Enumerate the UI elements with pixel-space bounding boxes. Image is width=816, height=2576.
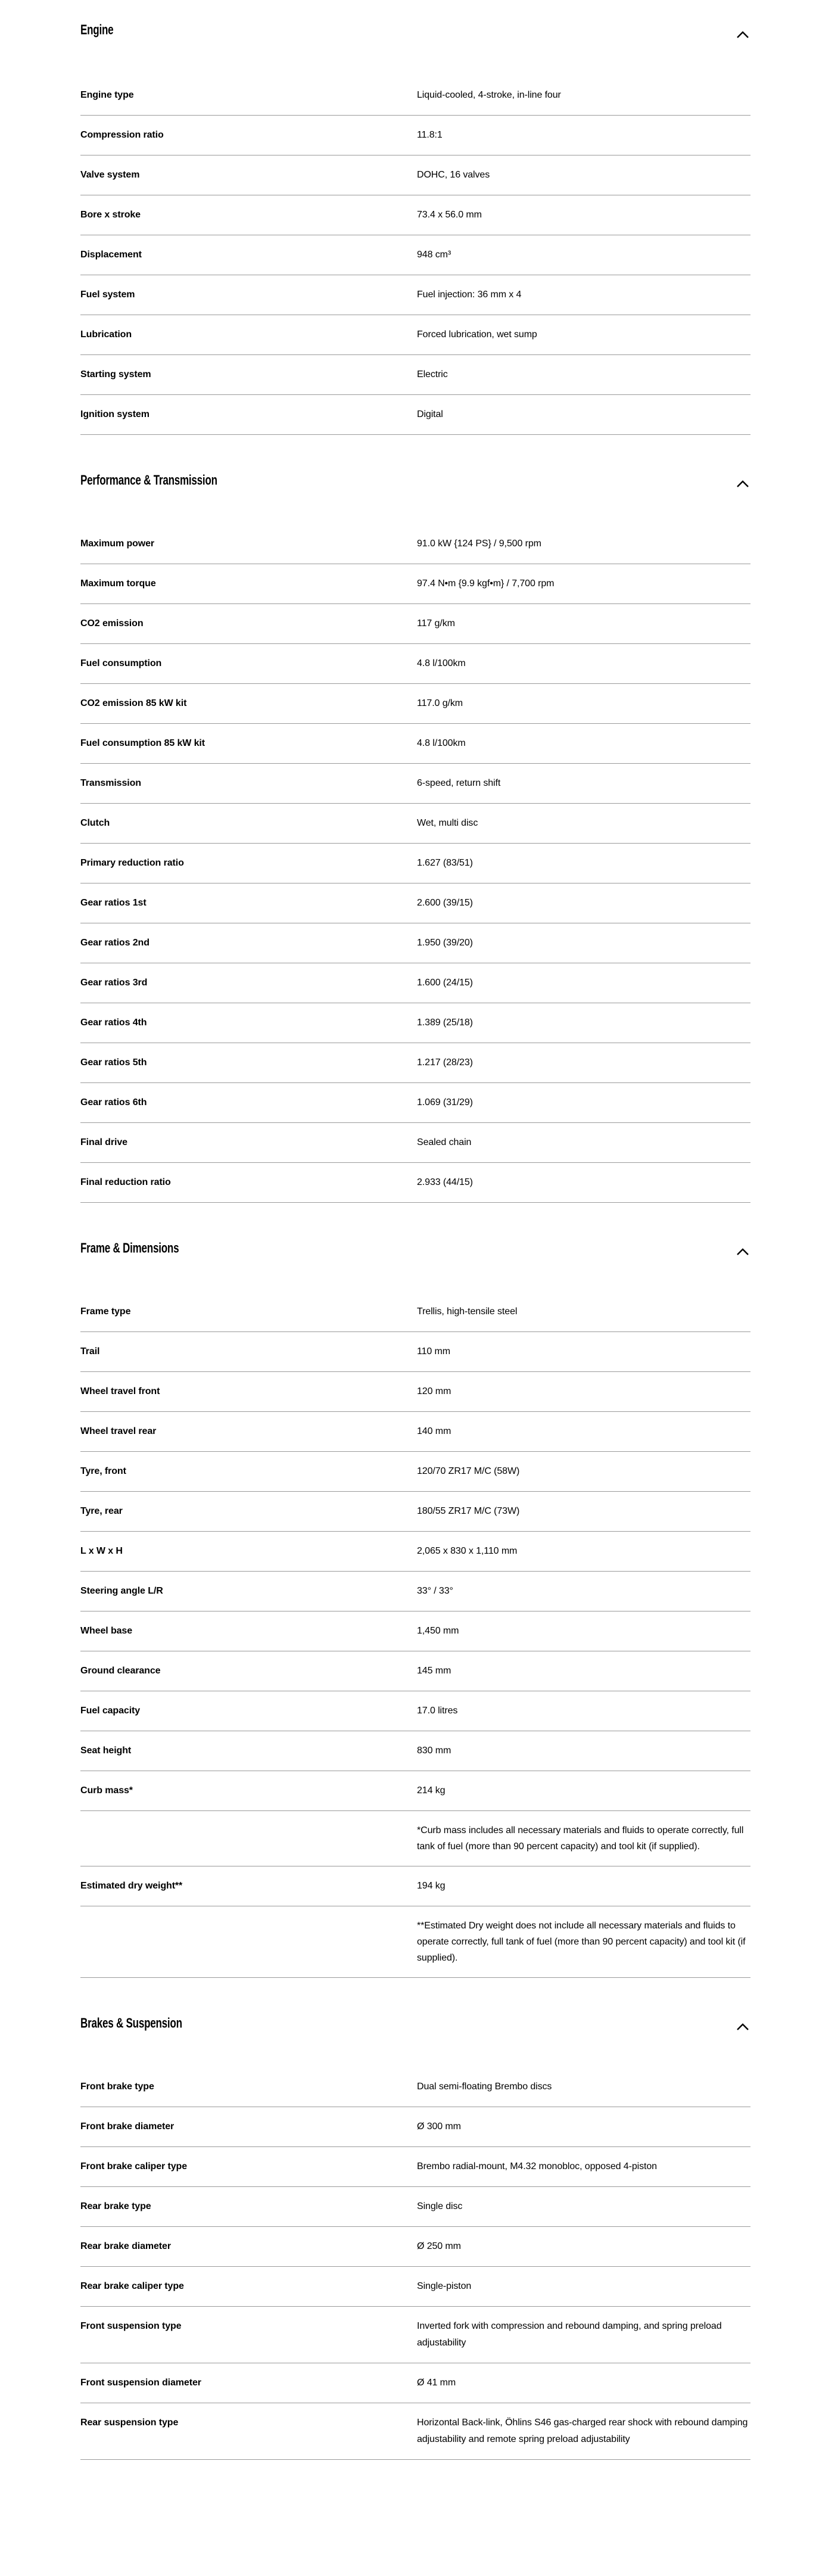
spec-row <box>80 76 750 116</box>
spec-label: Front brake type <box>80 2082 154 2092</box>
spec-row <box>80 355 750 395</box>
spec-label: Gear ratios 2nd <box>80 938 150 948</box>
footnote-row <box>80 1906 750 1978</box>
spec-row <box>80 195 750 235</box>
section-toggle-frame-dimensions[interactable] <box>80 1203 750 1292</box>
spec-label: Rear suspension type <box>80 2418 179 2428</box>
spec-value: 11.8:1 <box>417 130 443 140</box>
spec-label: Front suspension type <box>80 2321 182 2331</box>
spec-section-engine <box>80 0 750 435</box>
spec-row <box>80 275 750 315</box>
spec-row <box>80 2307 750 2363</box>
spec-row <box>80 2227 750 2267</box>
spec-label: Gear ratios 1st <box>80 898 147 908</box>
spec-row <box>80 2363 750 2403</box>
spec-label: Front brake caliper type <box>80 2161 187 2171</box>
spec-row <box>80 235 750 275</box>
spec-label: Maximum torque <box>80 578 156 589</box>
spec-value: 194 kg <box>417 1881 446 1891</box>
spec-row <box>80 1043 750 1083</box>
spec-row <box>80 1083 750 1123</box>
specifications-list <box>80 0 750 2460</box>
spec-label: Gear ratios 4th <box>80 1018 147 1028</box>
spec-label: Wheel travel rear <box>80 1426 157 1436</box>
spec-label: Rear brake type <box>80 2201 151 2211</box>
spec-label: Rear brake diameter <box>80 2241 171 2251</box>
spec-value: 1.217 (28/23) <box>417 1057 473 1068</box>
spec-value: 110 mm <box>417 1346 451 1357</box>
section-title: Performance & Transmission <box>80 472 217 488</box>
spec-row <box>80 1572 750 1611</box>
spec-row <box>80 1866 750 1906</box>
spec-row <box>80 1003 750 1043</box>
spec-label: Final drive <box>80 1137 127 1147</box>
spec-row <box>80 1532 750 1572</box>
spec-value: 214 kg <box>417 1785 446 1796</box>
spec-value: 117.0 g/km <box>417 698 463 708</box>
spec-value: Wet, multi disc <box>417 818 478 828</box>
spec-rows <box>80 76 750 435</box>
spec-label: Front suspension diameter <box>80 2378 201 2388</box>
spec-value: Dual semi-floating Brembo discs <box>417 2082 552 2092</box>
spec-label: Final reduction ratio <box>80 1177 171 1187</box>
spec-label: Fuel capacity <box>80 1706 141 1716</box>
spec-row <box>80 1372 750 1412</box>
section-toggle-performance-transmission[interactable] <box>80 435 750 524</box>
spec-label: Engine type <box>80 90 134 100</box>
section-toggle-brakes-suspension[interactable] <box>80 1978 750 2067</box>
spec-row <box>80 564 750 604</box>
spec-row <box>80 724 750 764</box>
spec-value: 2,065 x 830 x 1,110 mm <box>417 1546 518 1556</box>
spec-section-brakes-suspension <box>80 1978 750 2460</box>
spec-label: Starting system <box>80 369 151 379</box>
spec-value: 1,450 mm <box>417 1626 459 1636</box>
spec-label: Fuel consumption 85 kW kit <box>80 738 205 748</box>
spec-rows <box>80 2067 750 2460</box>
spec-row <box>80 1611 750 1651</box>
spec-value: 1.950 (39/20) <box>417 938 473 948</box>
spec-row <box>80 2403 750 2460</box>
spec-label: Fuel consumption <box>80 658 162 668</box>
spec-row <box>80 1651 750 1691</box>
spec-value: Trellis, high-tensile steel <box>417 1306 518 1317</box>
spec-row <box>80 1492 750 1532</box>
spec-row <box>80 155 750 195</box>
spec-row <box>80 1123 750 1163</box>
spec-value: 1.600 (24/15) <box>417 978 473 988</box>
spec-row <box>80 963 750 1003</box>
spec-value: Forced lubrication, wet sump <box>417 329 537 340</box>
spec-label: Valve system <box>80 170 140 180</box>
spec-value: 117 g/km <box>417 618 455 629</box>
spec-value: 33° / 33° <box>417 1586 453 1596</box>
spec-label: Gear ratios 3rd <box>80 978 148 988</box>
spec-row <box>80 1731 750 1771</box>
spec-label: Lubrication <box>80 329 132 340</box>
section-title: Engine <box>80 21 114 38</box>
spec-label: Curb mass* <box>80 1785 133 1796</box>
spec-value: Ø 41 mm <box>417 2378 456 2388</box>
spec-label: Fuel system <box>80 290 135 300</box>
spec-row <box>80 315 750 355</box>
chevron-up-icon[interactable] <box>736 30 749 39</box>
spec-value: 948 cm³ <box>417 250 451 260</box>
spec-row <box>80 2147 750 2187</box>
chevron-up-icon[interactable] <box>736 2023 749 2031</box>
spec-value: Single-piston <box>417 2281 472 2291</box>
spec-label: Frame type <box>80 1306 131 1317</box>
spec-label: Maximum power <box>80 539 155 549</box>
spec-label: Tyre, front <box>80 1466 126 1476</box>
spec-label: CO2 emission 85 kW kit <box>80 698 187 708</box>
spec-value: 140 mm <box>417 1426 451 1436</box>
spec-label: Trail <box>80 1346 100 1357</box>
spec-label: Steering angle L/R <box>80 1586 163 1596</box>
spec-row <box>80 524 750 564</box>
spec-value: 1.389 (25/18) <box>417 1018 473 1028</box>
spec-label: Compression ratio <box>80 130 164 140</box>
spec-row <box>80 2187 750 2227</box>
spec-value: Fuel injection: 36 mm x 4 <box>417 290 522 300</box>
spec-row <box>80 1163 750 1203</box>
spec-value: Sealed chain <box>417 1137 472 1147</box>
spec-value: 120/70 ZR17 M/C (58W) <box>417 1466 520 1476</box>
spec-row <box>80 604 750 644</box>
section-title: Frame & Dimensions <box>80 1240 179 1256</box>
section-title: Brakes & Suspension <box>80 2015 182 2031</box>
spec-value: 6-speed, return shift <box>417 778 501 788</box>
spec-value: 1.069 (31/29) <box>417 1097 473 1107</box>
spec-label: Front brake diameter <box>80 2121 175 2132</box>
spec-row <box>80 1452 750 1492</box>
spec-label: Primary reduction ratio <box>80 858 184 868</box>
chevron-up-icon[interactable] <box>736 1247 749 1256</box>
spec-value: Ø 250 mm <box>417 2241 461 2251</box>
spec-value: 4.8 l/100km <box>417 658 466 668</box>
spec-value: 830 mm <box>417 1746 451 1756</box>
spec-rows <box>80 1292 750 1978</box>
spec-row <box>80 1691 750 1731</box>
spec-value: 180/55 ZR17 M/C (73W) <box>417 1506 520 1516</box>
spec-value: 2.933 (44/15) <box>417 1177 473 1187</box>
spec-label: Gear ratios 5th <box>80 1057 147 1068</box>
spec-value: 120 mm <box>417 1386 451 1396</box>
spec-value: DOHC, 16 valves <box>417 170 490 180</box>
spec-value: Inverted fork with compression and rebound damping, and spring preload adjustability <box>417 2321 722 2348</box>
spec-label: L x W x H <box>80 1546 123 1556</box>
spec-row <box>80 923 750 963</box>
footnote-row <box>80 1811 750 1866</box>
spec-row <box>80 116 750 155</box>
spec-value: 1.627 (83/51) <box>417 858 473 868</box>
spec-row <box>80 644 750 684</box>
spec-label: Gear ratios 6th <box>80 1097 147 1107</box>
spec-row <box>80 1332 750 1372</box>
spec-row <box>80 1292 750 1332</box>
spec-label: Ground clearance <box>80 1666 161 1676</box>
spec-rows <box>80 524 750 1203</box>
spec-row <box>80 395 750 435</box>
spec-row <box>80 2107 750 2147</box>
spec-label: CO2 emission <box>80 618 144 629</box>
spec-section-performance-transmission <box>80 435 750 1203</box>
spec-row <box>80 2067 750 2107</box>
footnote-text: **Estimated Dry weight does not include all necessary materials and fluids to operate correctly, full tank of fuel (more than 90 percent capacity) and tool kit (if supplied). <box>417 1921 746 1963</box>
spec-label: Displacement <box>80 250 142 260</box>
spec-label: Bore x stroke <box>80 210 141 220</box>
spec-label: Rear brake caliper type <box>80 2281 184 2291</box>
spec-row <box>80 883 750 923</box>
spec-value: 2.600 (39/15) <box>417 898 473 908</box>
spec-value: Brembo radial-mount, M4.32 monobloc, opposed 4-piston <box>417 2161 657 2171</box>
spec-value: Digital <box>417 409 443 419</box>
spec-value: 97.4 N•m {9.9 kgf•m} / 7,700 rpm <box>417 578 555 589</box>
spec-value: Horizontal Back-link, Öhlins S46 gas-charged rear shock with rebound damping adjustability and remote spring preload adjustability <box>417 2418 748 2444</box>
spec-section-frame-dimensions <box>80 1203 750 1978</box>
spec-label: Ignition system <box>80 409 150 419</box>
spec-row <box>80 1412 750 1452</box>
spec-row <box>80 764 750 804</box>
spec-row <box>80 2267 750 2307</box>
spec-label: Seat height <box>80 1746 132 1756</box>
spec-row <box>80 804 750 844</box>
spec-row <box>80 684 750 724</box>
spec-value: Single disc <box>417 2201 463 2211</box>
footnote-text: *Curb mass includes all necessary materials and fluids to operate correctly, full tank of fuel (more than 90 percent capacity) and tool kit (if supplied). <box>417 1825 744 1852</box>
spec-value: 145 mm <box>417 1666 451 1676</box>
spec-value: 73.4 x 56.0 mm <box>417 210 482 220</box>
section-toggle-engine[interactable] <box>80 0 750 76</box>
spec-label: Transmission <box>80 778 141 788</box>
spec-label: Wheel travel front <box>80 1386 160 1396</box>
spec-value: 17.0 litres <box>417 1706 458 1716</box>
chevron-up-icon[interactable] <box>736 480 749 488</box>
spec-row <box>80 844 750 883</box>
spec-label: Clutch <box>80 818 110 828</box>
spec-value: Electric <box>417 369 448 379</box>
spec-value: 91.0 kW {124 PS} / 9,500 rpm <box>417 539 541 549</box>
spec-value: Liquid-cooled, 4-stroke, in-line four <box>417 90 561 100</box>
spec-row <box>80 1771 750 1811</box>
spec-label: Tyre, rear <box>80 1506 123 1516</box>
spec-label: Estimated dry weight** <box>80 1881 183 1891</box>
spec-value: 4.8 l/100km <box>417 738 466 748</box>
spec-label: Wheel base <box>80 1626 133 1636</box>
spec-value: Ø 300 mm <box>417 2121 461 2132</box>
